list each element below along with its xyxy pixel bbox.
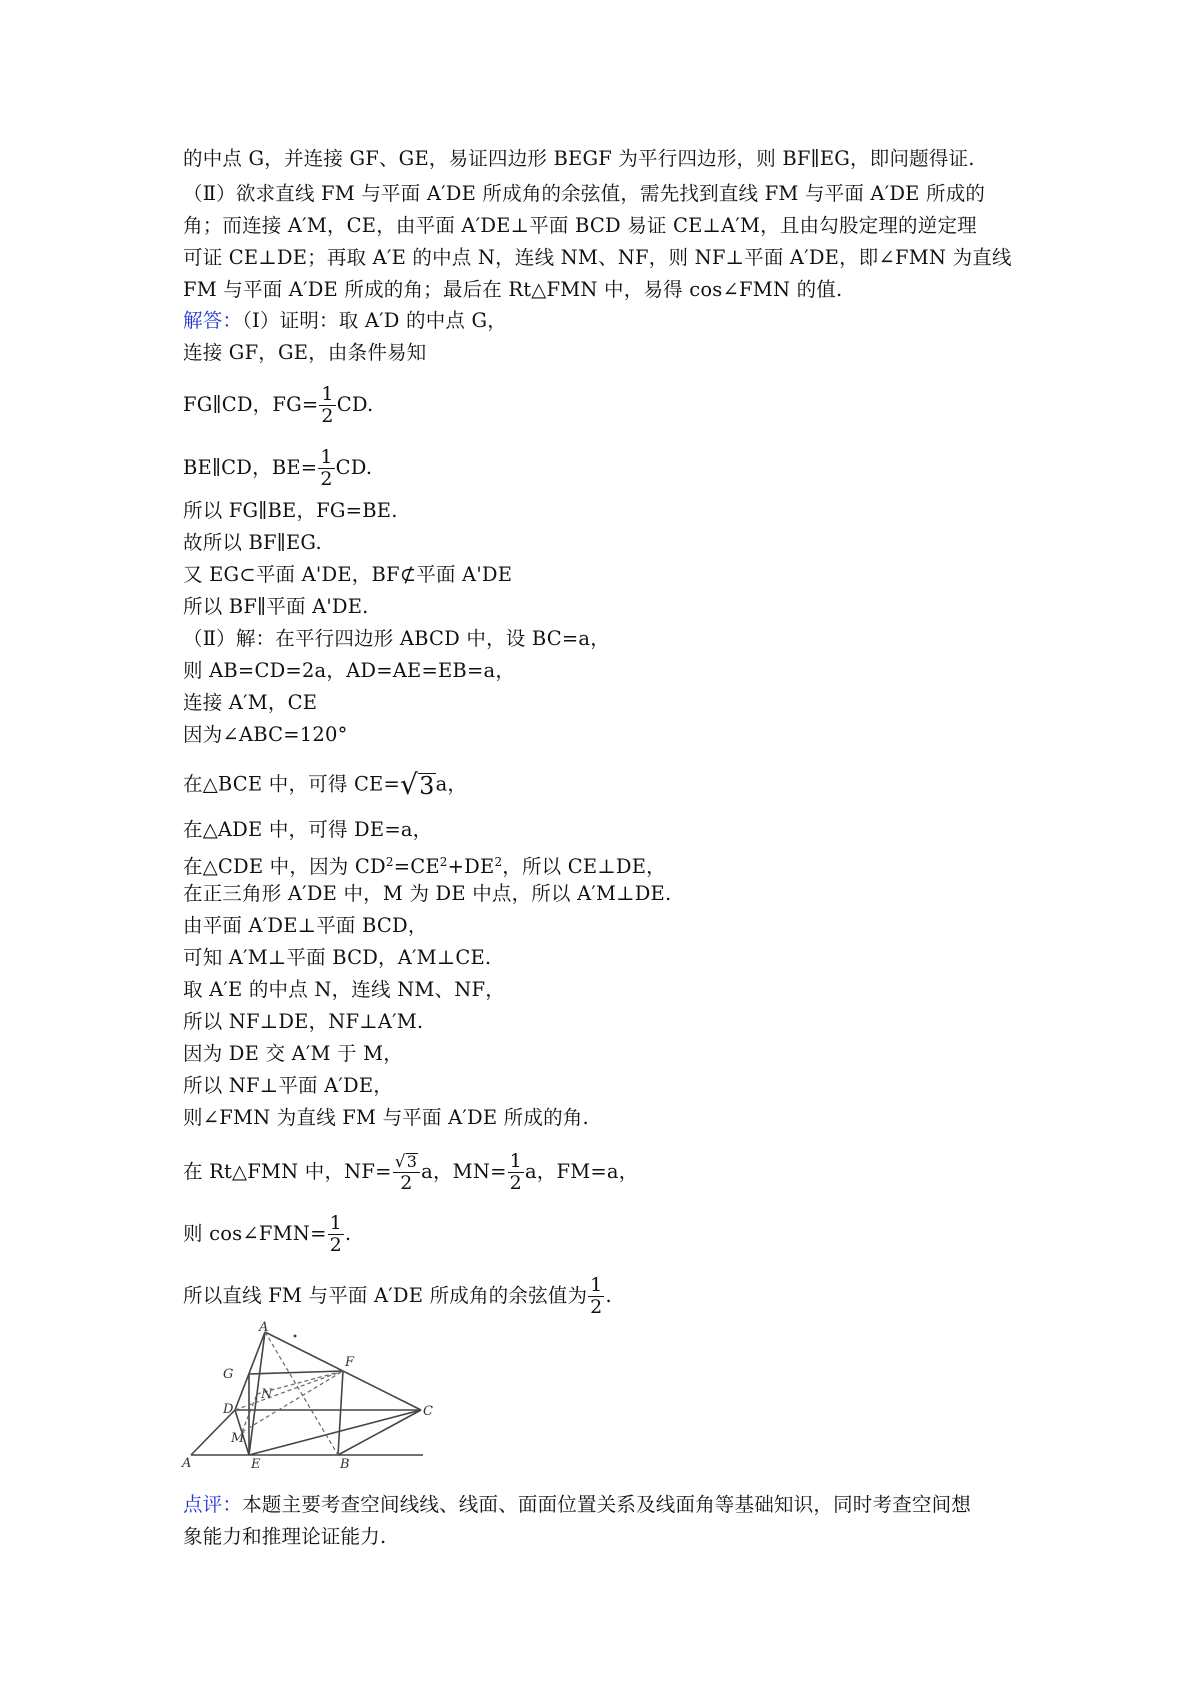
label-a: A xyxy=(182,1456,192,1471)
edge-bc xyxy=(338,1410,421,1455)
geometry-figure xyxy=(183,1322,433,1470)
label-a-prime: A xyxy=(259,1320,269,1335)
formula-line xyxy=(183,849,666,880)
edge-ec xyxy=(249,1410,421,1455)
text-line: 因为 DE 交 A′M 于 M， xyxy=(183,1042,404,1065)
text-line: 的中点 G，并连接 GF、GE，易证四边形 BEGF 为平行四边形，则 BF∥EG，即问题得证. xyxy=(183,147,975,170)
text-line: 所以 BF∥平面 A'DE. xyxy=(183,595,369,618)
edge-fb xyxy=(338,1371,343,1455)
text-line: 所以 FG∥BE，FG=BE. xyxy=(183,499,398,522)
text-line: 可知 A′M⊥平面 BCD，A′M⊥CE. xyxy=(183,946,492,969)
fraction-denominator: 2 xyxy=(329,1234,342,1256)
fraction xyxy=(588,1276,604,1317)
text-line: （Ⅱ）欲求直线 FM 与平面 A′DE 所成角的余弦值，需先找到直线 FM 与平面 A′DE 所成的 xyxy=(183,182,986,205)
fraction-denominator: 2 xyxy=(509,1172,522,1194)
text-line: 在△ADE 中，可得 DE=a， xyxy=(183,818,433,841)
text-span: CD. xyxy=(336,393,374,416)
formula-line xyxy=(183,385,373,426)
square-root xyxy=(395,1153,418,1171)
text-span: 所以直线 FM 与平面 A′DE 所成角的余弦值为 xyxy=(183,1284,588,1307)
text-line: 故所以 BF∥EG. xyxy=(183,531,322,554)
text-line: 象能力和推理论证能力. xyxy=(183,1525,387,1548)
text-span: 本题主要考查空间线线、线面、面面位置关系及线面角等基础知识，同时考查空间想 xyxy=(242,1493,972,1516)
label-n: N xyxy=(261,1387,273,1402)
fraction-denominator: 2 xyxy=(321,405,334,427)
text-span: （Ⅰ）证明：取 A′D 的中点 G， xyxy=(242,309,507,332)
text-span: 在△CDE 中，因为 CD xyxy=(183,855,386,878)
fraction xyxy=(318,448,334,489)
text-line: 因为∠ABC=120° xyxy=(183,723,348,746)
fraction-numerator: 1 xyxy=(509,1150,522,1172)
text-line: FM 与平面 A′DE 所成的角；最后在 Rt△FMN 中，易得 cos∠FMN 的值. xyxy=(183,278,843,301)
text-span: a，MN= xyxy=(421,1160,507,1183)
text-line: 由平面 A′DE⊥平面 BCD， xyxy=(183,914,428,937)
label-g: G xyxy=(223,1367,234,1382)
solution-label: 解答： xyxy=(183,309,243,332)
text-line: 则 AB=CD=2a，AD=AE=EB=a， xyxy=(183,659,516,682)
fraction-numerator: 1 xyxy=(329,1212,342,1234)
text-line: 可证 CE⊥DE；再取 A′E 的中点 N，连线 NM、NF，则 NF⊥平面 A′DE，即∠FMN 为直线 xyxy=(183,246,1012,269)
text-line: 则∠FMN 为直线 FM 与平面 A′DE 所成的角. xyxy=(183,1106,589,1129)
text-span: BE∥CD，BE= xyxy=(183,456,318,479)
formula-line xyxy=(183,448,372,489)
text-line: 所以 NF⊥DE，NF⊥A′M. xyxy=(183,1010,424,1033)
comment-label: 点评： xyxy=(183,1493,243,1516)
text-span: ，所以 CE⊥DE， xyxy=(502,855,666,878)
formula-line xyxy=(183,1214,351,1255)
text-span: =CE xyxy=(393,855,440,878)
text-span: a，FM=a， xyxy=(524,1160,639,1183)
text-line: 所以 NF⊥平面 A′DE， xyxy=(183,1074,394,1097)
radical-sign: √ xyxy=(400,768,419,801)
text-line: 角；而连接 A′M，CE，由平面 A′DE⊥平面 BCD 易证 CE⊥A′M，且由勾股定理的逆定理 xyxy=(183,214,977,237)
solution-line xyxy=(183,308,507,334)
label-f: F xyxy=(345,1355,355,1370)
dot-mark xyxy=(294,1335,297,1338)
fraction xyxy=(393,1152,420,1193)
text-span: +DE xyxy=(447,855,495,878)
text-line: 取 A′E 的中点 N，连线 NM、NF， xyxy=(183,978,505,1001)
fraction-numerator xyxy=(393,1152,420,1173)
text-line: 又 EG⊂平面 A'DE，BF⊄平面 A'DE xyxy=(183,563,513,586)
text-span: 在△BCE 中，可得 CE= xyxy=(183,772,401,796)
label-d: D xyxy=(223,1402,234,1417)
formula-line xyxy=(183,768,468,801)
radicand: 3 xyxy=(419,771,435,800)
text-span: . xyxy=(605,1284,612,1307)
fraction xyxy=(508,1152,524,1193)
text-span: CD. xyxy=(335,456,373,479)
label-b: B xyxy=(340,1457,350,1472)
text-span: . xyxy=(344,1222,352,1245)
fraction-numerator: 1 xyxy=(321,383,334,405)
fraction-denominator: 2 xyxy=(590,1296,603,1318)
text-line: 在正三角形 A′DE 中，M 为 DE 中点，所以 A′M⊥DE. xyxy=(183,882,672,905)
exponent: 2 xyxy=(494,855,503,869)
radical-sign: √ xyxy=(394,1151,406,1172)
square-root xyxy=(400,768,436,801)
edge-df xyxy=(235,1371,343,1410)
text-line: 连接 GF，GE，由条件易知 xyxy=(183,341,427,364)
fraction-numerator: 1 xyxy=(320,446,333,468)
text-span: FG∥CD，FG= xyxy=(183,393,319,416)
label-e: E xyxy=(251,1457,261,1472)
edge-gf xyxy=(249,1371,343,1374)
fraction-denominator: 2 xyxy=(400,1172,413,1194)
text-line: 连接 A′M，CE xyxy=(183,691,318,714)
text-span: a， xyxy=(435,772,468,796)
radicand: 3 xyxy=(406,1152,418,1172)
fraction-denominator: 2 xyxy=(320,468,333,490)
fraction-numerator: 1 xyxy=(590,1274,603,1296)
comment-line xyxy=(183,1492,971,1518)
formula-line xyxy=(183,1276,612,1317)
text-span: 在 Rt△FMN 中，NF= xyxy=(183,1160,392,1183)
fraction xyxy=(319,385,335,426)
exponent: 2 xyxy=(439,855,448,869)
fraction xyxy=(328,1214,344,1255)
formula-line xyxy=(183,1152,638,1193)
text-span: 则 cos∠FMN= xyxy=(183,1222,327,1245)
text-line: （Ⅱ）解：在平行四边形 ABCD 中，设 BC=a， xyxy=(183,627,610,650)
label-c: C xyxy=(423,1404,433,1419)
label-m: M xyxy=(231,1431,245,1446)
exponent: 2 xyxy=(385,855,394,869)
